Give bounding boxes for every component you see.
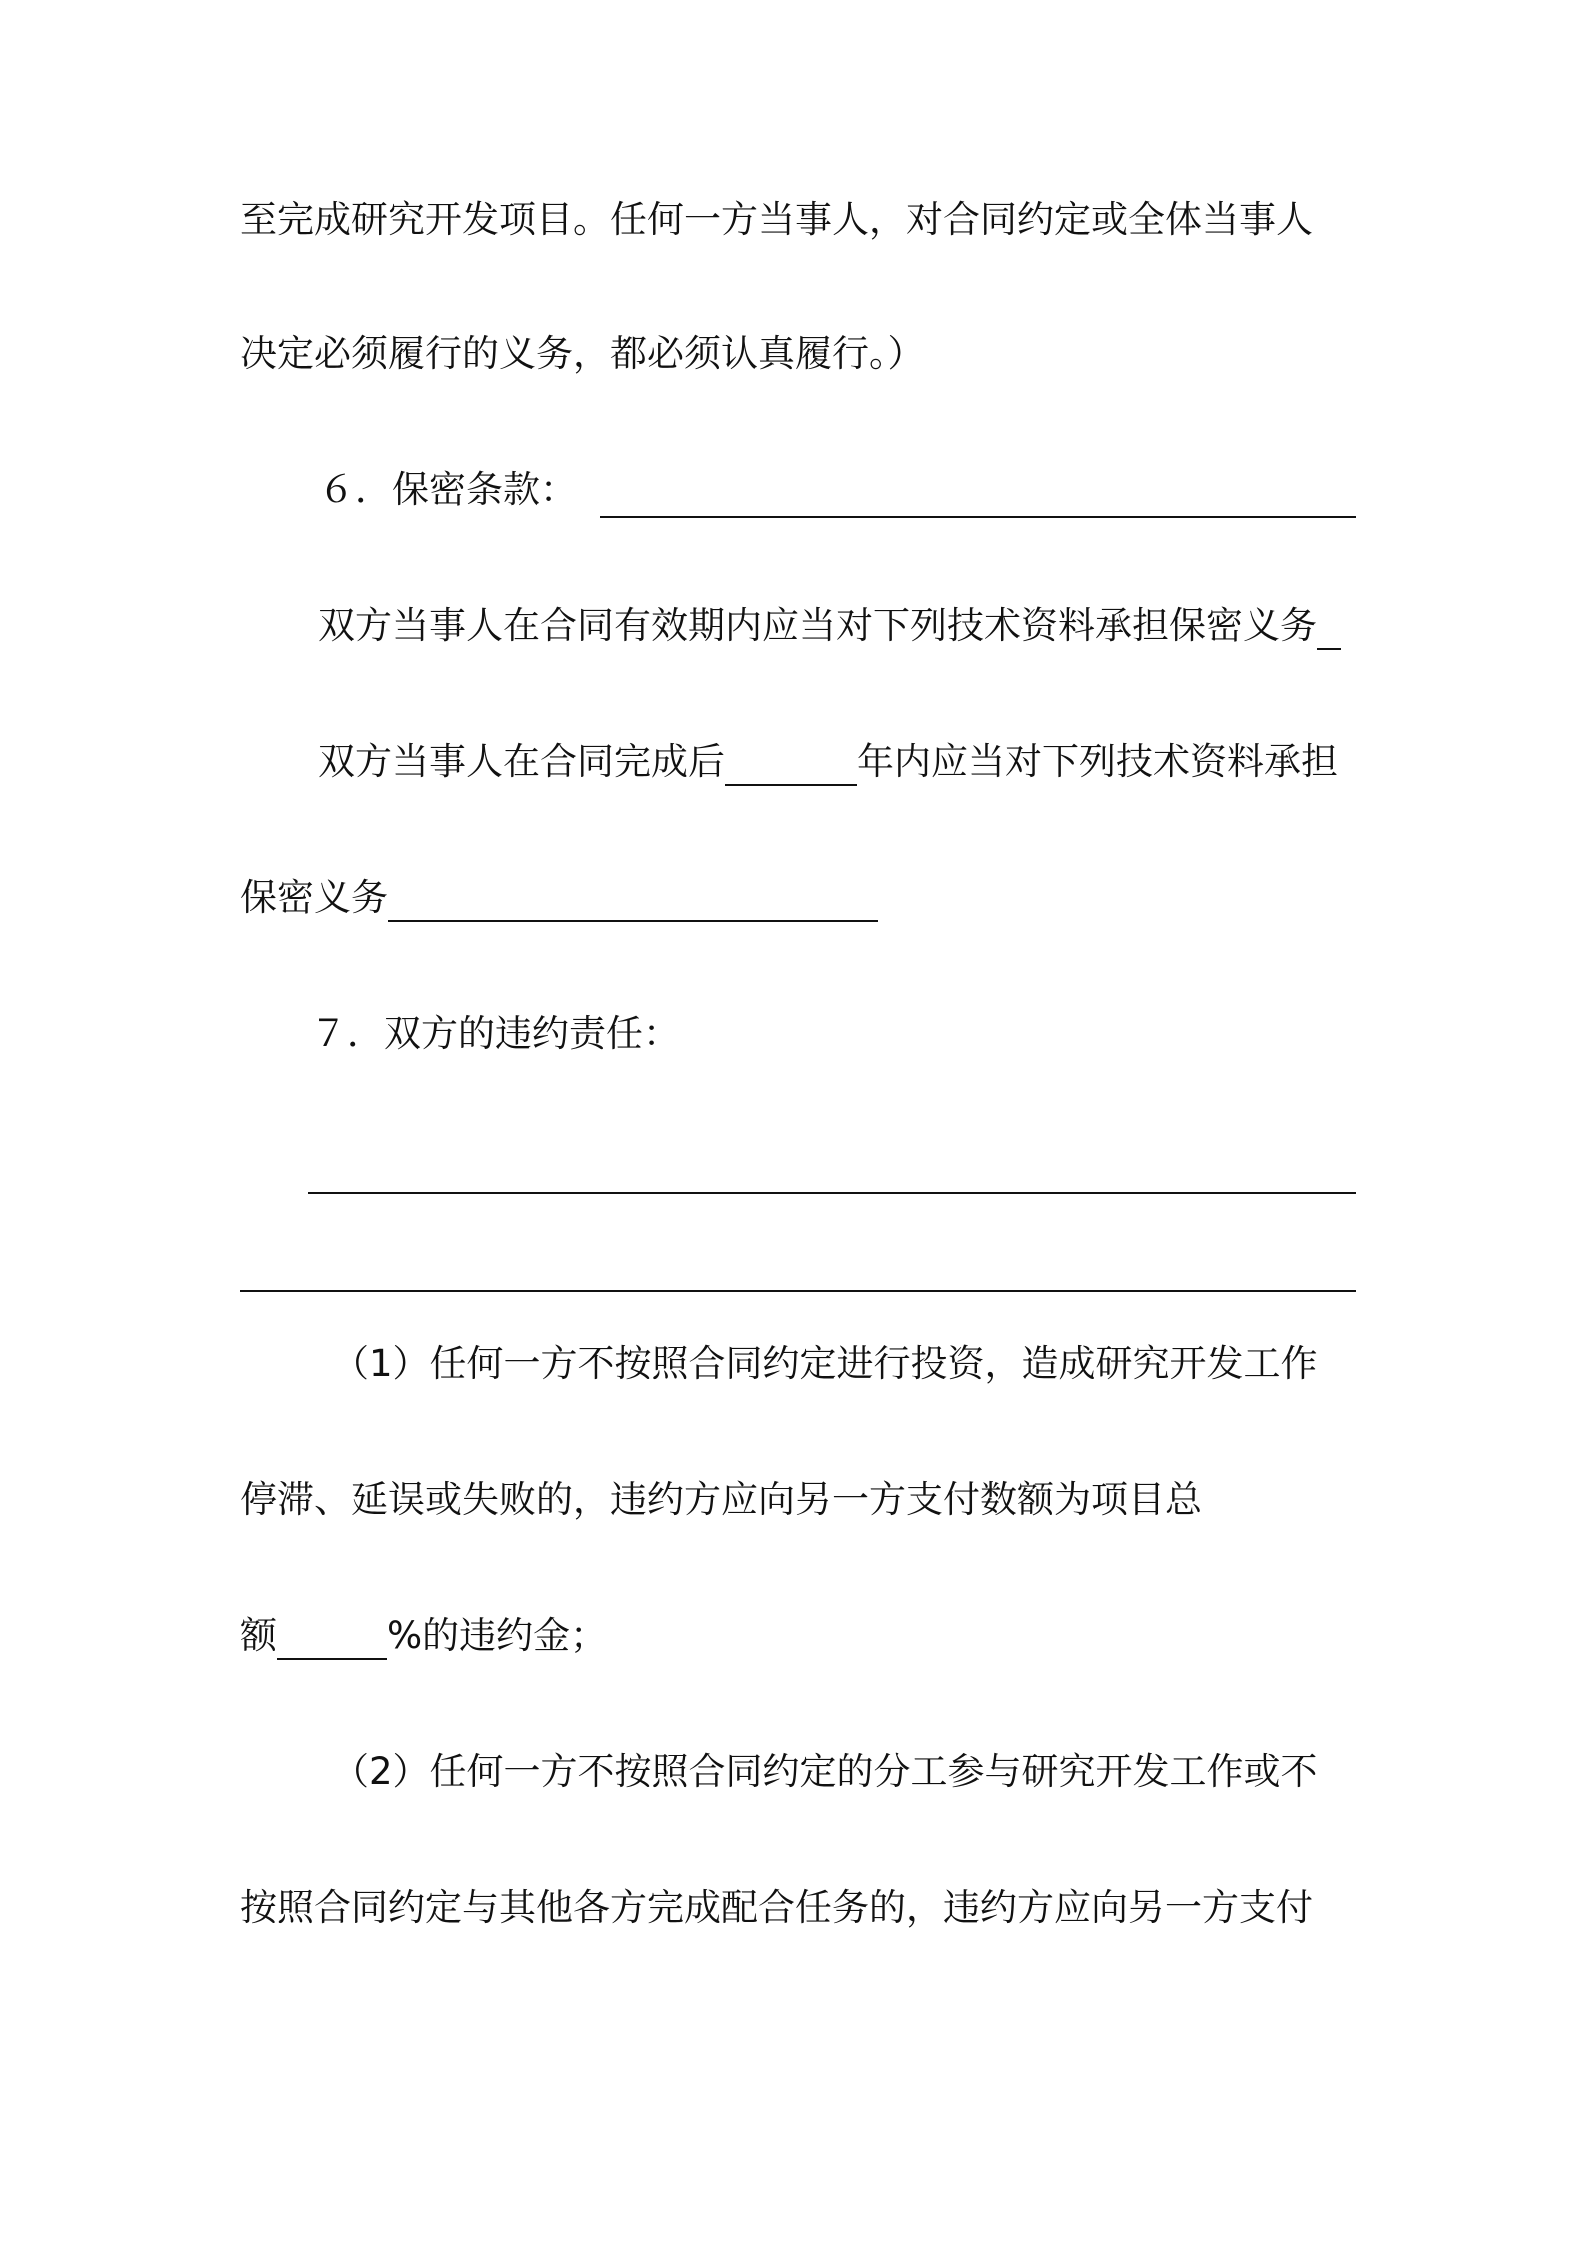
text-line-4	[318, 738, 1338, 786]
post-completion-text-a: 双方当事人在合同完成后	[318, 740, 725, 783]
clause-2-line-2: 按照合同约定与其他各方完成配合任务的，违约方应向另一方支付	[240, 1886, 1313, 1929]
clause-1-line-1: （1）任何一方不按照合同约定进行投资，造成研究开发工作	[332, 1342, 1318, 1385]
penalty-text: %的违约金；	[387, 1614, 608, 1657]
years-blank[interactable]	[725, 744, 857, 786]
section-6-title: ６．保密条款：	[318, 468, 577, 511]
clause-2-line-1: （2）任何一方不按照合同约定的分工参与研究开发工作或不	[332, 1750, 1318, 1793]
text-line-3	[318, 602, 1341, 650]
confidentiality-during-term-text: 双方当事人在合同有效期内应当对下列技术资料承担保密义务	[318, 604, 1317, 647]
penalty-percent-blank[interactable]	[277, 1618, 387, 1660]
text-line-1: 至完成研究开发项目。任何一方当事人，对合同约定或全体当事人	[240, 198, 1313, 241]
confidentiality-clause-blank[interactable]	[600, 516, 1356, 518]
confidentiality-during-term-blank[interactable]	[1317, 608, 1341, 650]
confidentiality-obligation-text: 保密义务	[240, 876, 388, 919]
text-line-2: 决定必须履行的义务，都必须认真履行。）	[240, 332, 925, 375]
section-7-title: ７．双方的违约责任：	[310, 1012, 680, 1055]
confidentiality-obligation-blank[interactable]	[388, 880, 878, 922]
clause-1-line-2: 停滞、延误或失败的，违约方应向另一方支付数额为项目总	[240, 1478, 1202, 1521]
liability-blank-line-1[interactable]	[308, 1192, 1356, 1194]
clause-1-line-3	[240, 1612, 607, 1660]
total-amount-text: 额	[240, 1614, 277, 1657]
text-line-5	[240, 874, 878, 922]
liability-blank-line-2[interactable]	[240, 1290, 1356, 1292]
post-completion-text-b: 年内应当对下列技术资料承担	[857, 740, 1338, 783]
